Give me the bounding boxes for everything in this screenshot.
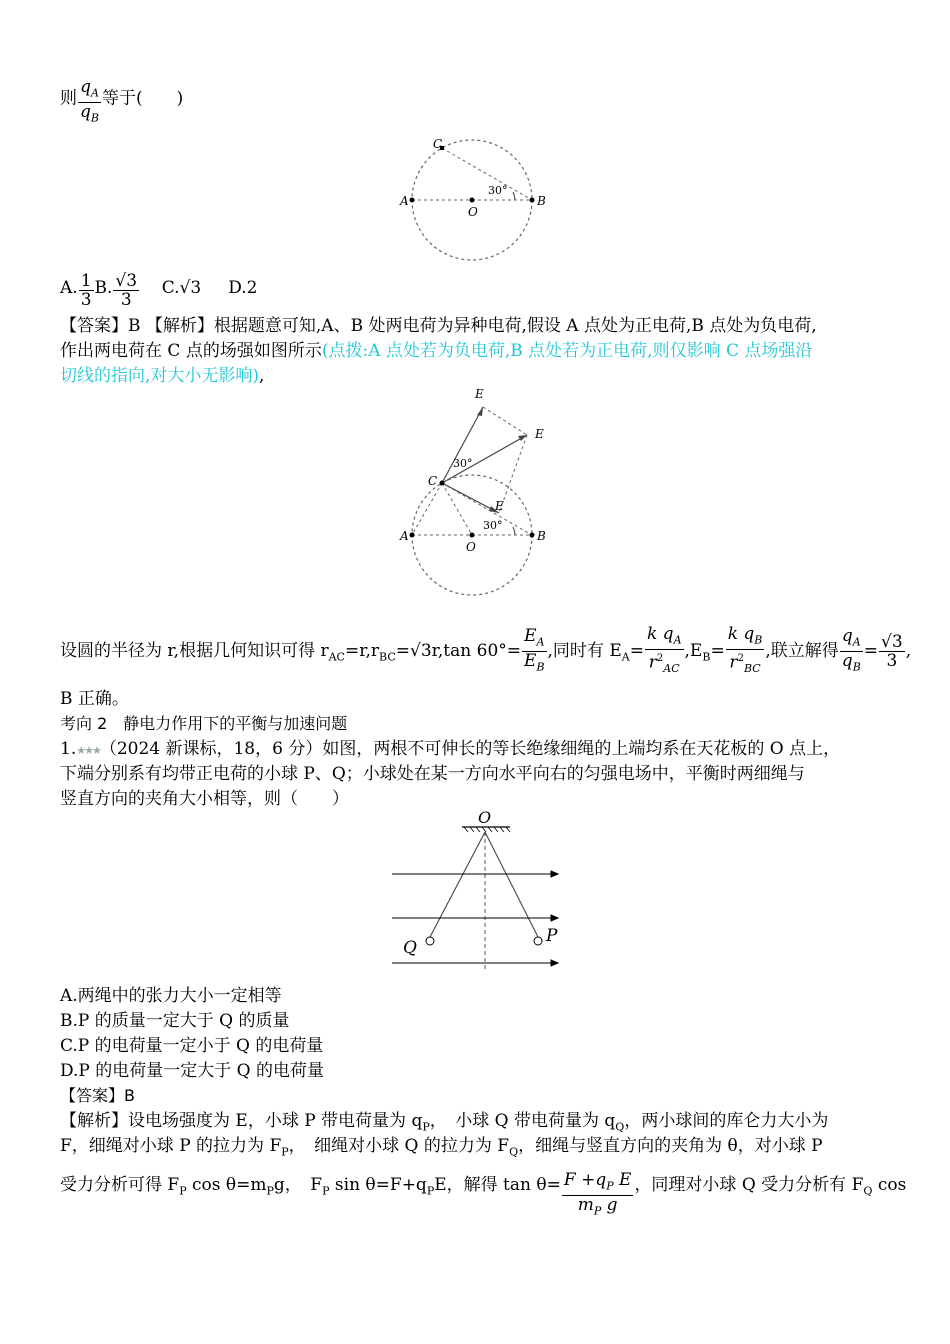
ea-over-eb: $\frac{E_A}{E_B}$ xyxy=(524,625,545,674)
q1-calc: 设圆的半径为 r,根据几何知识可得 $r_{AC}=r,r_{BC}=√3r,\tan$ 60°= $\frac{E_A}{E_B}$ ,同时有 $E_A=$ $\frac{k q_A}{r^2_{AC}}$ $,E_B=$ $\frac{k q_B}{r^2_{BC}}$ ,联立解得 $\frac{q_A}{q_B}$ = $\frac{√3}{3}$ , xyxy=(60,625,911,665)
q2-option-c: C.P 的电荷量一定小于 Q 的电荷量 xyxy=(60,1036,324,1056)
q2-exp-1: 【解析】设电场强度为 E，小球 P 带电荷量为 $q_P$， 小球 Q 带电荷量为 $q_Q$，两小球间的库仑力大小为 xyxy=(60,1111,829,1134)
section-title: 考向 2 静电力作用下的平衡与加速问题 xyxy=(60,714,348,733)
q1-answer-3: 切线的指向,对大小无影响), xyxy=(60,366,265,386)
q1-options: A. $\frac{1}{3}$ B. $\frac{√3}{3}$ C.√3 D.2 xyxy=(60,271,258,310)
kqb-over-rbc: $\frac{k q_B}{r^2_{BC}}$ xyxy=(727,624,763,676)
q2-stem-2: 下端分别系有均带正电荷的小球 P、Q；小球处在某一方向水平向右的匀强电场中，平衡时两细绳与 xyxy=(60,764,805,784)
q2-option-d: D.P 的电荷量一定大于 Q 的电荷量 xyxy=(60,1061,325,1081)
label-o3: O xyxy=(478,808,492,827)
option-b-frac: $\frac{√3}{3}$ xyxy=(115,271,138,310)
label-c: C xyxy=(433,137,443,151)
q2-option-a: A.两绳中的张力大小一定相等 xyxy=(60,986,282,1006)
q2-stem-1: 1.★★★（2024 新课标，18，6 分）如图，两根不可伸长的等长绝缘细绳的上端均系在天花板的 O 点上， xyxy=(60,739,841,759)
label-ea: E xyxy=(475,387,484,401)
q1-conclusion: B 正确。 xyxy=(60,689,129,709)
q1-answer-2: 作出两电荷在 C 点的场强如图所示(点拨:A 点处若为负电荷,B 点处若为正电荷,则仅影响 C 点场强沿 xyxy=(60,341,813,361)
label-o: O xyxy=(468,205,478,219)
label-a: A xyxy=(400,194,409,208)
label-eb: E xyxy=(495,499,504,513)
pendulum-figure xyxy=(390,805,570,975)
kqa-over-rac: $\frac{k q_A}{r^2_{AC}}$ xyxy=(646,624,682,676)
label-p: P xyxy=(546,926,558,946)
angle-30-top: 30° xyxy=(453,457,473,470)
circle-figure-2 xyxy=(395,385,560,600)
q1-stem: 则 $\frac{q_A}{q_B}$ 等于( ) xyxy=(60,78,183,128)
q1-answer-1: 【答案】B 【解析】根据题意可知,A、B 处两电荷为异种电荷,假设 A 点处为正电荷,B 点处为负电荷, xyxy=(60,316,817,336)
q2-option-b: B.P 的质量一定大于 Q 的质量 xyxy=(60,1011,290,1031)
difficulty-stars: ★★★ xyxy=(76,744,100,757)
q2-exp-3: 受力分析可得 $F_P$ $\cos \theta=m_Pg$， $F_P$ $\sin \theta=F+q_PE$，解得 tan θ= $\frac{F +q_P E}{m_P g}$ ，同理对小球 Q 受力分析有 $F_Q$ cos xyxy=(60,1165,906,1213)
label-c2: C xyxy=(428,474,438,488)
qa-over-qb-2: $\frac{q_A}{q_B}$ xyxy=(841,625,861,674)
angle-30: 30° xyxy=(488,184,508,197)
q2-exp-2: F，细绳对小球 P 的拉力为 $F_P$， 细绳对小球 Q 的拉力为 $F_Q$，细绳与竖直方向的夹角为 θ，对小球 P xyxy=(60,1136,823,1159)
label-ec: E xyxy=(535,427,544,441)
tan-theta-frac: $\frac{F +q_P E}{m_P g}$ xyxy=(563,1169,632,1218)
label-o2: O xyxy=(466,540,476,554)
circle-figure-1 xyxy=(395,130,560,265)
angle-30-bottom: 30° xyxy=(483,519,503,532)
label-q: Q xyxy=(403,938,417,958)
q2-answer: 【答案】B xyxy=(60,1086,135,1105)
label-a2: A xyxy=(400,529,409,543)
qa-over-qb: $\frac{q_A}{q_B}$ xyxy=(80,77,99,125)
label-b: B xyxy=(537,194,546,208)
label-b2: B xyxy=(537,529,546,543)
result-frac: $\frac{√3}{3}$ xyxy=(881,632,903,672)
option-a-frac: $\frac{1}{3}$ xyxy=(80,271,92,310)
q2-stem-3: 竖直方向的夹角大小相等，则（ ） xyxy=(60,789,349,809)
